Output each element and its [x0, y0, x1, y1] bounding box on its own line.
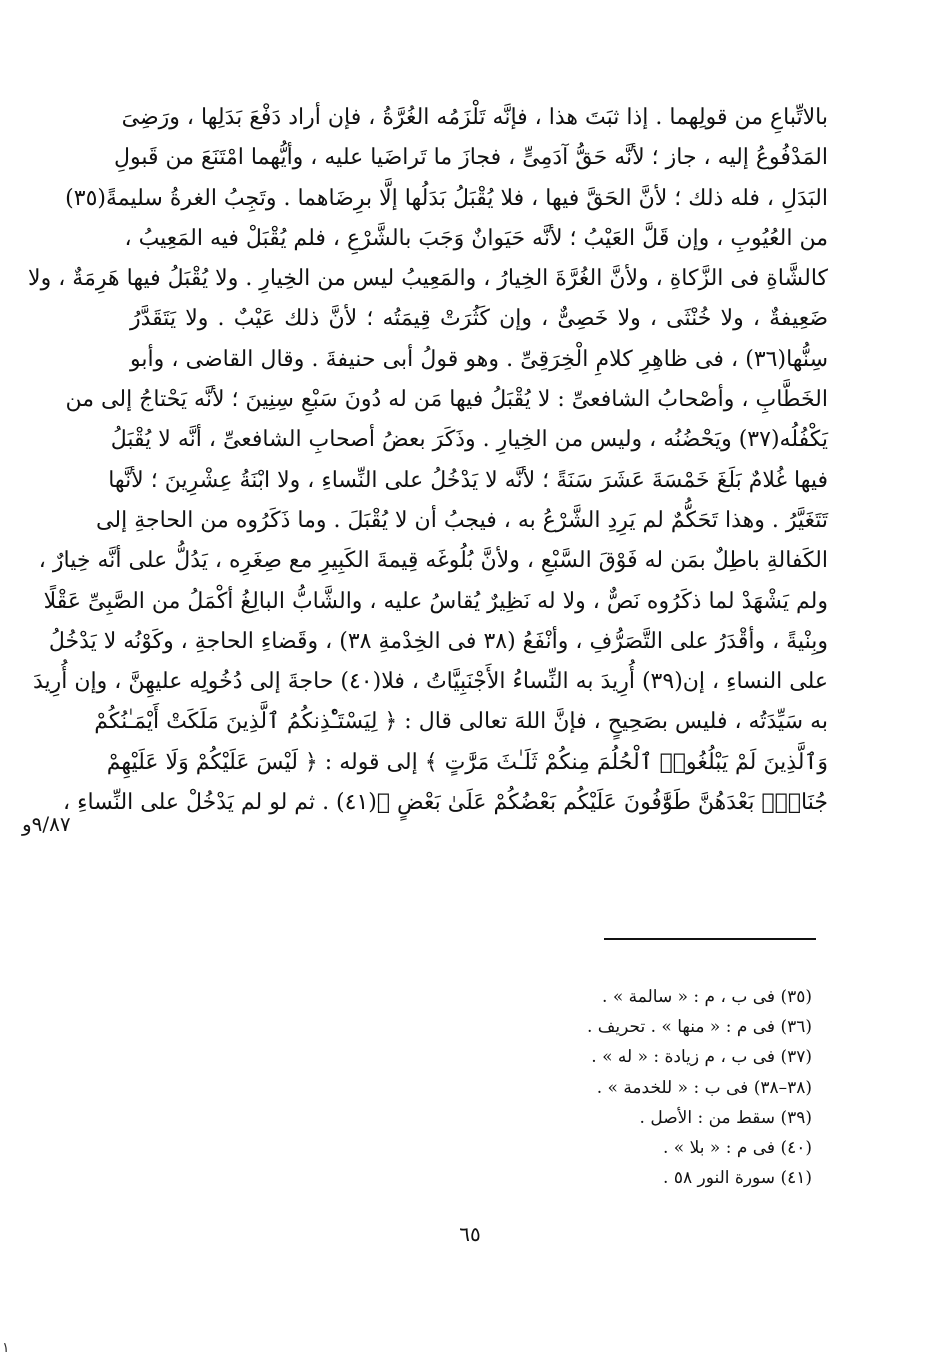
corner-mark: ١	[2, 1340, 10, 1356]
text-line: يَكْفُلُه(٣٧) ويَحْضُنُه ، وليس من الخِيارِ . وذَكَرَ بعضُ أصحابِ الشافعىِّ ، أنَّه لا يُقْبَلُ	[110, 427, 828, 453]
text-line: بالاتِّباعِ من قولِهما . إذا ثبَتَ هذا ، فإنَّه تَلْزَمُه الغُرَّةُ ، فإن أراد دَفْعَ بَدَلِها ، ورَضِىَ	[121, 105, 828, 130]
text-line: الكَفالةِ باطِلٌ بمَن له فَوْقَ السَّبْعِ ، ولأنَّ بُلُوغَه قِيمةَ الكَبِيرِ مع صِغَرِه ، يَدُلُّ على أنَّه خِيارٌ ،	[38, 548, 828, 574]
footnote: (٣٩) سقط من : الأصل .	[639, 1107, 812, 1128]
text-line: من العُيُوبِ ، وإن قَلَّ العَيْبُ ؛ لأنَّه حَيَوانٌ وَجَبَ بالشَّرْعِ ، فلم يُقْبَلْ فيه المَعِيبُ ،	[124, 225, 828, 251]
footnote: (٣٨–٣٨) فى ب : « للخدمة » .	[596, 1077, 812, 1098]
text-line: كالشَّاةِ فى الزَّكاةِ ، ولأنَّ الغُرَّةَ الخِيارُ ، والمَعِيبُ ليس من الخِيارِ . ولا يُقْبَلُ فيها هَرِمَةٌ ، ولا	[28, 266, 828, 292]
text-line: ولم يَشْهَدْ لما ذكَرُوه نَصٌّ ، ولا له نَظِيرٌ يُقاسُ عليه ، والشَّابُّ البالِغُ أكْمَلُ من الصَّبِىِّ عَقْلًا	[43, 588, 828, 614]
text-line: على النساءِ ، إن(٣٩) أُرِيدَ به النِّساءُ الأَجْنَبِيَّاتُ ، فلا(٤٠) حاجةَ إلى دُخُولِه عليهِنَّ ، وإن أُرِيدَ	[33, 669, 828, 695]
text-line: به سَيِّدَتُه ، فليس بصَحِيحٍ ، فإنَّ اللهَ تعالى قال : ﴿ لِيَسْتَـْٔذِنكُمُ ٱلَّذِينَ مَلَكَتْ أَيْمَـٰنُكُمْ	[94, 709, 828, 735]
text-line: وبِنْيةً ، وأقْدَرُ على التَّصَرُّفِ ، وأنْفَعُ (٣٨ فى الخِدْمةِ ٣٨) ، وقَضاءِ الحاجةِ ، وكَوْنُه لا يَدْخُلُ	[48, 628, 828, 654]
text-line: تَتَغَيَّرُ . وهذا تَحَكُّمٌ لم يَرِدِ الشَّرْعُ به ، فيجبُ أن لا يُقْبَلَ . وما ذَكَرُوه من الحاجةِ إلى	[96, 507, 828, 533]
text-line: جُنَاحٌۢ بَعْدَهُنَّ طَوَّٰفُونَ عَلَيْكُم بَعْضُكُمْ عَلَىٰ بَعْضٍ ﴾(٤١) . ثم لو لم يَدْخُلْ على النِّساءِ ،	[63, 790, 828, 816]
text-line: البَدَلِ ، فله ذلك ؛ لأنَّ الحَقَّ فيها ، فلا يُقْبَلُ بَدَلُها إلَّا برِضَاهما . وتَجِبُ الغرةُ سليمةً(٣٥)	[65, 185, 828, 211]
footnote: (٣٦) فى م : « منها » . تحريف .	[587, 1017, 812, 1038]
footnote-divider	[604, 938, 816, 940]
footnote: (٣٥) فى ب ، م : « سالمة » .	[602, 987, 812, 1007]
footnote: (٣٧) فى ب ، م زيادة : « له » .	[591, 1047, 812, 1068]
text-line: ضَعِيفةٌ ، ولا خُنْثَى ، ولا خَصِىٌّ ، وإن كَثُرَتْ قِيمَتُه ؛ لأنَّ ذلك عَيْبٌ . ولا يَتَقَدَّرُ	[130, 306, 828, 332]
text-line: وَٱلَّذِينَ لَمْ يَبْلُغُوا۟ ٱلْحُلُمَ مِنكُمْ ثَلَـٰثَ مَرَّٰتٍ ﴾ إلى قوله : ﴿ لَيْسَ عَلَيْكُمْ وَلَا عَلَيْهِمْ	[106, 749, 828, 775]
text-line: المَدْفُوعُ إليه ، جاز ؛ لأنَّه حَقُّ آدَمِىٍّ ، فجازَ ما تَراضَيا عليه ، وأيُّهما امْتَنَعَ من قَبولِ	[113, 145, 828, 171]
margin-folio-note: ٩/٨٧و	[22, 812, 71, 836]
page-number: ٦٥	[459, 1222, 481, 1246]
text-line: الخَطَّابِ ، وأصْحابُ الشافعىِّ : لا يُقْبَلُ فيها مَن له دُونَ سَبْعِ سِنِينَ ؛ لأنَّه يَحْتاجُ إلى من	[65, 387, 828, 413]
text-line: سِنُّها(٣٦) ، فى ظاهِرِ كلامِ الْخِرَقِىِّ . وهو قولُ أبى حنيفةَ . وقال القاضى ، وأبو	[130, 346, 828, 372]
text-line: فيها غُلامٌ بَلَغَ خَمْسَةَ عَشَرَ سَنَةً ؛ لأنَّه لا يَدْخُلُ على النِّساءِ ، ولا ابْنَةُ عِشْرِينَ ؛ لأنَّها	[108, 467, 828, 493]
footnote: (٤١) سورة النور ٥٨ .	[663, 1168, 812, 1189]
main-text-block	[28, 98, 828, 823]
footnotes-block	[300, 982, 812, 1193]
footnote: (٤٠) فى م : « بلا » .	[663, 1137, 812, 1158]
